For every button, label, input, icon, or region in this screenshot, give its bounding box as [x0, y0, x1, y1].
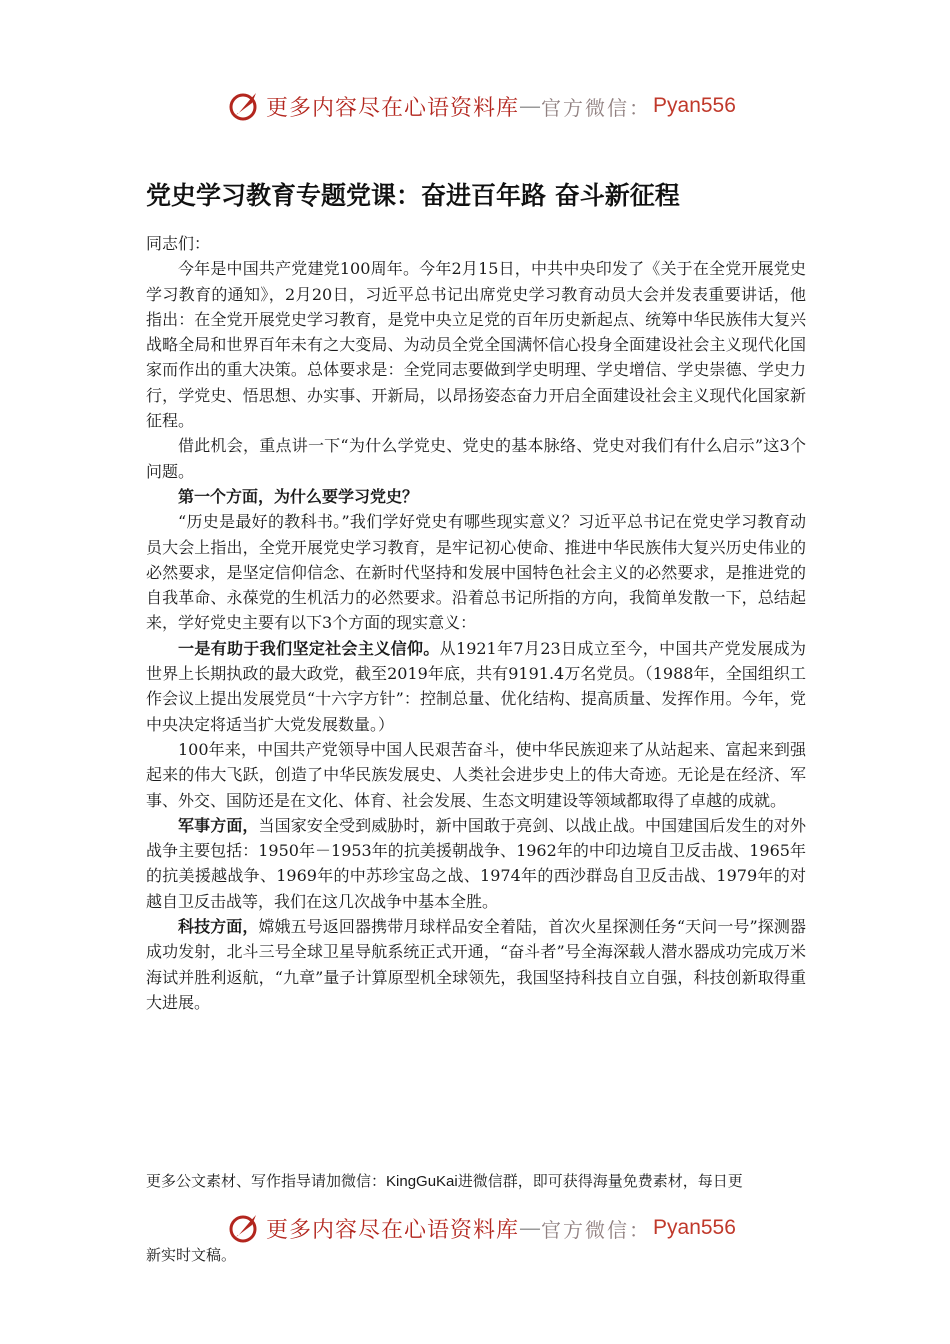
footer-text-a: 更多公文素材、写作指导请加微信： — [146, 1172, 387, 1190]
banner-wechat-id: Pyan556 — [653, 94, 736, 117]
footer-wechat-id: KingGuKai — [386, 1173, 458, 1190]
paragraph-4 — [146, 636, 806, 737]
banner-text: 更多内容尽在心语资料库 — [266, 1217, 520, 1243]
paragraph-4-lead: 一是有助于我们坚定社会主义信仰。 — [178, 638, 440, 658]
footer-note — [146, 1169, 806, 1194]
footer-note-continued: 新实时文稿。 — [146, 1246, 237, 1264]
paragraph-1: 今年是中国共产党建党100周年。今年2月15日，中共中央印发了《关于在全党开展党史学习教育的通知》，2月20日，习近平总书记出席党史学习教育动员大会并发表重要讲话，他指出：在全党开展党史学习教育，是党中央立足党的百年历史新起点、统筹中华民族伟大复兴战略全局和世界百年未有之大变局、为动员全党全国满怀信心投身全面建设社会主义现代化国家而作出的重大决策。总体要求是：全党同志要做到学史明理、学史增信、学史崇德、学史力行，学党史、悟思想、办实事、开新局，以昂扬姿态奋力开启全面建设社会主义现代化国家新征程。 — [146, 259, 806, 431]
banner-dash: — — [519, 93, 542, 119]
top-banner — [228, 86, 748, 126]
page-title: 党史学习教育专题党课：奋进百年路 奋斗新征程 — [146, 181, 680, 210]
paragraph-6-text: 当国家安全受到威胁时，新中国敢于亮剑、以战止战。中国建国后发生的对外战争主要包括：1950年－1953年的抗美援朝战争、1962年的中印边境自卫反击战、1965年的抗美援越战争、1969年的中苏珍宝岛之战、1974年的西沙群岛自卫反击战、1979年的对越自卫反击战等，我们在这几次战争中基本全胜。 — [146, 815, 806, 911]
paragraph-7-text: 嫦娥五号返回器携带月球样品安全着陆，首次火星探测任务“天问一号”探测器成功发射，北斗三号全球卫星导航系统正式开通，“奋斗者”号全海深载人潜水器成功完成万米海试并胜利返航，“九章”量子计算原型机全球领先，我国坚持科技自立自强，科技创新取得重大进展。 — [146, 917, 806, 1012]
banner-wechat-id: Pyan556 — [653, 1216, 736, 1239]
section-heading-text: 第一个方面，为什么要学习党史？ — [178, 486, 419, 506]
footer-text-b: 进微信群，即可获得海量免费素材，每日更 — [457, 1172, 743, 1190]
paragraph-4-text: 从1921年7月23日成立至今，中国共产党发展成为世界上长期执政的最大政党，截至2019年底，共有9191.4万名党员。（1988年，全国组织工作会议上提出发展党员“十六字方针”：控制总量、优化结构、提高质量、发挥作用。今年，党中央决定将适当扩大党发展数量。） — [146, 638, 806, 734]
paragraph-2: 借此机会，重点讲一下“为什么学党史、党史的基本脉络、党史对我们有什么启示”这3个问题。 — [146, 436, 806, 481]
document-body — [146, 231, 806, 1015]
banner-wechat-label: 官方微信： — [541, 95, 652, 120]
bottom-banner — [228, 1208, 748, 1248]
quill-logo-icon — [228, 1211, 262, 1245]
paragraph-3: “历史是最好的教科书。”我们学好党史有哪些现实意义？习近平总书记在党史学习教育动员大会上指出，全党开展党史学习教育，是牢记初心使命、推进中华民族伟大复兴历史伟业的必然要求，是坚定信仰信念、在新时代坚持和发展中国特色社会主义的必然要求，是推进党的自我革命、永葆党的生机活力的必然要求。沿着总书记所指的方向，我简单发散一下，总结起来，学好党史主要有以下3个方面的现实意义： — [146, 512, 806, 633]
banner-text: 更多内容尽在心语资料库 — [266, 95, 520, 121]
banner-dash: — — [519, 1215, 542, 1241]
paragraph-5: 100年来，中国共产党领导中国人民艰苦奋斗，使中华民族迎来了从站起来、富起来到强起来的伟大飞跃，创造了中华民族发展史、人类社会进步史上的伟大奇迹。无论是在经济、军事、外交、国防还是在文化、体育、社会发展、生态文明建设等领域都取得了卓越的成就。 — [146, 739, 806, 810]
banner-wechat-label: 官方微信： — [541, 1217, 652, 1242]
paragraph-6 — [146, 813, 806, 914]
paragraph-7-lead: 科技方面， — [178, 917, 259, 937]
paragraph-7 — [146, 914, 806, 1015]
quill-logo-icon — [228, 89, 262, 123]
salutation: 同志们： — [146, 234, 211, 253]
section-heading-1 — [146, 484, 806, 509]
paragraph-6-lead: 军事方面， — [178, 815, 259, 835]
